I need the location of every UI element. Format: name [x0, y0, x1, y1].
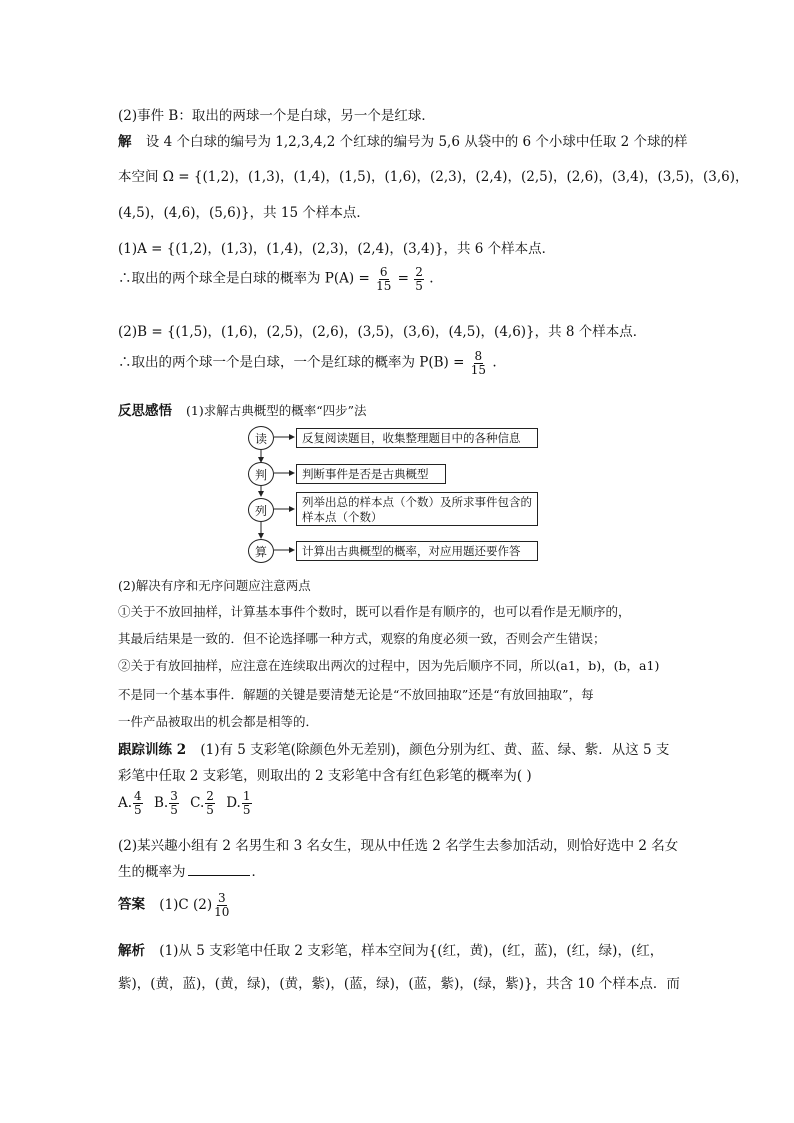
- denominator: 5: [415, 278, 423, 293]
- option-c-fraction: [205, 790, 215, 816]
- numerator: 8: [474, 349, 483, 363]
- part2-event-b: (2)事件 B：取出的两球一个是白球，另一个是红球．: [118, 108, 435, 124]
- event-b-set: (2)B = {(1,5)，(1,6)，(2,5)，(2,6)，(3,5)，(3,6)，(4,5)，(4,6)}，共 8 个样本点．: [118, 324, 647, 340]
- period: ．: [251, 864, 265, 880]
- question-2-text: 生的概率为: [118, 864, 186, 880]
- fraction-8-15: [470, 350, 487, 376]
- option-d-fraction: [242, 790, 252, 816]
- period: .: [429, 270, 434, 287]
- tracking-exercise-text: (1)有 5 支彩笔(除颜色外无差别)，颜色分别为红、黄、蓝、绿、紫．从这 5 支: [200, 742, 670, 758]
- answer-line: [118, 892, 231, 918]
- denominator: 5: [206, 802, 214, 817]
- step-calc-box: 计算出古典概型的概率，对应用题还要作答: [296, 541, 538, 561]
- sample-space-line: 本空间 Ω = {(1,2)，(1,3)，(1,4)，(1,5)，(1,6)，(2,3)，(2,4)，(2,5)，(2,6)，(3,4)，(3,5)，(3,6)，: [118, 169, 749, 185]
- equals-sign: =: [397, 270, 409, 287]
- tracking-exercise-label: 跟踪训练 2: [118, 742, 187, 758]
- sample-space-line-2: (4,5)，(4,6)，(5,6)}，共 15 个样本点．: [118, 205, 370, 221]
- option-c-letter: C.: [190, 794, 205, 811]
- event-a-set: (1)A = {(1,2)，(1,3)，(1,4)，(2,3)，(2,4)，(3,4)}，共 6 个样本点．: [118, 241, 556, 257]
- denominator: 5: [134, 802, 142, 817]
- step-list-box: 列举出总的样本点（个数）及所求事件包含的样本点（个数）: [296, 492, 538, 526]
- reflection-heading: [118, 399, 366, 419]
- numerator: 3: [217, 891, 226, 905]
- prob-a-line: [118, 266, 433, 292]
- ordered-unordered-heading: (2)解决有序和无序问题应注意两点: [118, 578, 311, 593]
- prob-b-line: [118, 350, 497, 376]
- solution-line-1: [118, 130, 688, 150]
- numerator: 2: [206, 789, 214, 803]
- numerator: 1: [242, 789, 251, 803]
- prob-a-text: ∴取出的两个球全是白球的概率为 P(A) =: [118, 270, 370, 287]
- analysis-line-1: [118, 939, 663, 959]
- option-a[interactable]: [118, 789, 148, 817]
- answer-text: (1)C (2): [159, 896, 213, 913]
- step-calc-circle: 算: [248, 539, 274, 563]
- fraction-2-5: [414, 266, 424, 292]
- option-b-fraction: [169, 790, 179, 816]
- step-read-circle: 读: [248, 426, 274, 450]
- option-c[interactable]: [190, 789, 220, 817]
- step-list-circle: 列: [248, 498, 274, 522]
- solution-label: 解: [118, 134, 132, 150]
- denominator: 5: [170, 802, 178, 817]
- solution-text: 设 4 个白球的编号为 1,2,3,4,2 个红球的编号为 5,6 从袋中的 6 个小球中任取 2 个球的样: [145, 134, 688, 150]
- numerator: 4: [134, 789, 142, 803]
- question-2-line-1: (2)某兴趣小组有 2 名男生和 3 名女生，现从中任选 2 名学生去参加活动，则恰好选中 2 名女: [118, 838, 679, 854]
- note-1-line-1: ①关于不放回抽样，计算基本事件个数时，既可以看作是有顺序的，也可以看作是无顺序的，: [118, 604, 631, 619]
- option-a-fraction: [133, 790, 143, 816]
- numerator: 3: [170, 789, 178, 803]
- fraction-6-15: [375, 266, 392, 292]
- step-judge-circle: 判: [248, 462, 274, 486]
- answer-blank[interactable]: [188, 863, 250, 876]
- numerator: 2: [415, 265, 423, 279]
- four-step-flowchart: [248, 424, 548, 564]
- option-a-letter: A.: [118, 794, 133, 811]
- numerator: 6: [379, 265, 388, 279]
- tracking-exercise-line-2: 彩笔中任取 2 支彩笔，则取出的 2 支彩笔中含有红色彩笔的概率为( ): [118, 768, 532, 784]
- denominator: 10: [214, 904, 230, 919]
- note-1-line-2: 其最后结果是一致的．但不论选择哪一种方式，观察的角度必须一致，否则会产生错误；: [118, 631, 606, 646]
- fraction-3-10: [213, 892, 230, 918]
- option-d-letter: D.: [226, 794, 241, 811]
- denominator: 15: [470, 362, 487, 377]
- denominator: 15: [376, 278, 392, 293]
- analysis-label: 解析: [118, 943, 145, 959]
- reflection-label: 反思感悟: [118, 403, 172, 418]
- analysis-line-2: 紫)，(黄，蓝)，(黄，绿)，(黄，紫)，(蓝，绿)，(蓝，紫)，(绿，紫)}，共含 10 个样本点．而: [118, 976, 680, 992]
- step-read-box: 反复阅读题目，收集整理题目中的各种信息: [296, 428, 538, 448]
- option-b-letter: B.: [153, 794, 169, 811]
- option-d[interactable]: [226, 789, 252, 817]
- answer-label: 答案: [118, 896, 145, 913]
- period: .: [492, 354, 497, 371]
- note-2-line-2: 不是同一个基本事件．解题的关键是要清楚无论是“不放回抽取”还是“有放回抽取”，每: [118, 687, 594, 702]
- analysis-text: (1)从 5 支彩笔中任取 2 支彩笔，样本空间为{(红，黄)，(红，蓝)，(红，绿)，(红，: [159, 943, 664, 959]
- option-b[interactable]: [153, 789, 184, 817]
- note-2-line-1: ②关于有放回抽样，应注意在连续取出两次的过程中，因为先后顺序不同，所以(a1，b)，(b，a1): [118, 658, 660, 673]
- choice-options: [118, 790, 253, 816]
- step-judge-box: 判断事件是否是古典概型: [296, 464, 446, 484]
- denominator: 5: [242, 802, 251, 817]
- prob-b-text: ∴取出的两个球一个是白球，一个是红球的概率为 P(B) =: [118, 354, 465, 371]
- tracking-exercise-line-1: [118, 738, 669, 758]
- reflection-subtitle: (1)求解古典概型的概率“四步”法: [185, 403, 367, 418]
- note-2-line-3: 一件产品被取出的机会都是相等的．: [118, 714, 319, 729]
- question-2-line-2: [118, 860, 265, 880]
